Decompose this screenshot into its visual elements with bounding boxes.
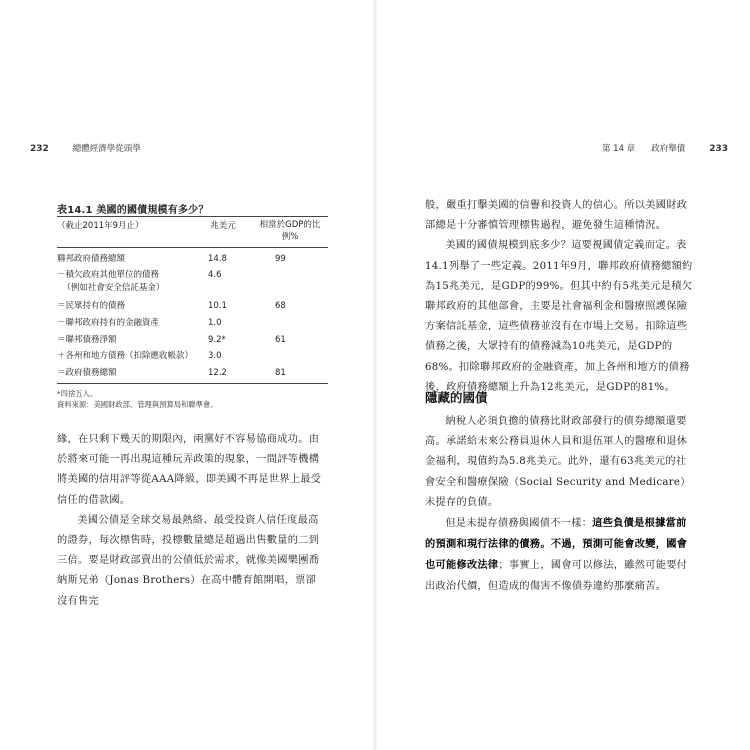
para-tail: ；事實上，國會可以修法，雖然可能要付出政治代價，但造成的傷害不像債券違約那麼痛苦。 xyxy=(425,560,688,592)
table-footnote: *四捨五入。 xyxy=(57,389,98,398)
table-header-trillion: 兆美元 xyxy=(210,221,236,231)
paragraph: 般，嚴重打擊美國的信譽和投資人的信心。所以美國財政部總是十分審慎管理標售過程，避免發生這種情況。 xyxy=(425,200,688,232)
right-page-number: 233 xyxy=(709,144,728,154)
left-running-header xyxy=(30,142,141,154)
table-title: 表14.1 美國的國債規模有多少？ xyxy=(57,205,209,216)
section-title: 隱藏的國債 xyxy=(425,390,488,405)
table-top-rule xyxy=(57,216,328,217)
table-footnotes xyxy=(57,388,218,410)
book-spread: 232 總體經濟學從頭學 第 14 章 政府舉債 233 表14.1 美國的國債規模有多少？ （截止2011年9月止） 兆美元 相當於GDP的比例% 聯邦政府債務總額 14.8 99 －積欠政府其他單位的債務 4.6 （例如社會安全信託基金） ＝民眾持有的債務 10.1 68 －聯邦政府持有的金融資產 1.0 ＝聯邦債務淨額 9.2* 61 ＋各州和地方債務（扣除應收帳款） 3.0 ＝政府債務總額 12.2 81 *四捨五入。 資料來源：美國財政部、管理與預算局和聯準會。 緣，在只剩下幾天的期限內，兩黨好不容易協商成功。由於將來可能一再出現這種玩弄政策的現象，一間評等機構將美國的信用評等從AAA降級，即美國不再是世界上最受信任的借款國。 美國公債是全球交易最熱絡、最受投資人信任度最高的證券，每次標售時，投標數量總是超過出售數量的二到三倍。要是財政部賣出的公債低於需求，就像美國樂團喬納斯兄弟（Jonas Brothers）在高中體育館開唱，票卻沒有售完 般，嚴重打擊美國的信譽和投資人的信心。所以美國財政部總是十分審慎管理標售過程，避免發生這種情況。 美國的國債規模到底多少？這要視國債定義而定。表14.1列舉了一些定義。2011年9月，聯邦政府債務總額約為15兆美元，是GDP的99%。但其中約有5兆美元是積欠聯邦政府的其他部會，主要是社會福利金和醫療照護保險方案信託基金，這些債務並沒有在市場上交易。扣除這些債務之後，大眾持有的債務減為10兆美元，是GDP的68%。扣除聯邦政府的金融資產，加上各州和地方的債務後，政府債務總額上升為12兆美元，是GDP的81%。 隱藏的國債 納稅人必須負擔的債務比財政部發行的債券總額還要高。承諾給未來公務員退休人員和退伍軍人的醫療和退休金福利，現值約為5.8兆美元。此外，還有63兆美元的社會安全和醫療保險（Social Security and Medicare）未提存的負債。 但是未提存債務與國債不一樣：這些負債是根據當前的預測和現行法律的債務。不過，預測可能會改變，國會也可能修改法律；事實上，國會可以修法，雖然可能要付出政治代價，但造成的傷害不像債券違約那麼痛苦。 xyxy=(0,0,750,750)
para-lead: 但是未提存債務與國債不一樣： xyxy=(445,518,593,530)
paragraph: 緣，在只剩下幾天的期限內，兩黨好不容易協商成功。由於將來可能一再出現這種玩弄政策的現象，一間評等機構將美國的信用評等從AAA降級，即美國不再是世界上最受信任的借款國。 xyxy=(57,434,322,506)
left-page-number: 232 xyxy=(30,144,49,154)
paragraph: 納稅人必須負擔的債務比財政部發行的債券總額還要高。承諾給未來公務員退休人員和退伍軍人的醫療和退休金福利，現值約為5.8兆美元。此外，還有63兆美元的社會安全和醫療保險（Social Security and Medicare）未提存的負債。 xyxy=(425,416,691,508)
bold-emphasis: 這些負債是根據當前的預測和現行法律的債務。不過，預測可能會改變，國會也可能修改法律 xyxy=(425,517,688,572)
table-header-period: （截止2011年9月止） xyxy=(57,221,144,231)
left-body xyxy=(57,430,325,612)
paragraph: 美國的國債規模到底多少？這要視國債定義而定。表14.1列舉了一些定義。2011年9月，聯邦政府債務總額約為15兆美元，是GDP的99%。但其中約有5兆美元是積欠聯邦政府的其他部會，主要是社會福利金和醫療照護保險方案信託基金，這些債務並沒有在市場上交易。扣除這些債務之後，大眾持有的債務減為10兆美元，是GDP的68%。扣除聯邦政府的金融資產，加上各州和地方的債務後，政府債務總額上升為12兆美元，是GDP的81%。 xyxy=(425,240,693,393)
table-source: 資料來源：美國財政部、管理與預算局和聯準會。 xyxy=(57,400,218,409)
left-running-head: 總體經濟學從頭學 xyxy=(72,144,141,154)
right-running-header xyxy=(602,142,728,154)
right-running-head: 政府舉債 xyxy=(651,144,686,154)
right-section-body xyxy=(425,412,695,597)
table-bottom-rule xyxy=(57,383,328,384)
chapter-label: 第 14 章 xyxy=(601,144,636,154)
table-header-rule xyxy=(57,247,328,248)
paragraph xyxy=(425,513,695,597)
paragraph: 美國公債是全球交易最熱絡、最受投資人信任度最高的證券，每次標售時，投標數量總是超過出售數量的二到三倍。要是財政部賣出的公債低於需求，就像美國樂團喬納斯兄弟（Jonas Brothers）在高中體育館開唱，票卻沒有售完 xyxy=(57,514,320,607)
table-header-gdp-ratio: 相當於GDP的比例% xyxy=(259,220,321,242)
book-gutter xyxy=(372,0,378,750)
right-body xyxy=(425,196,695,398)
